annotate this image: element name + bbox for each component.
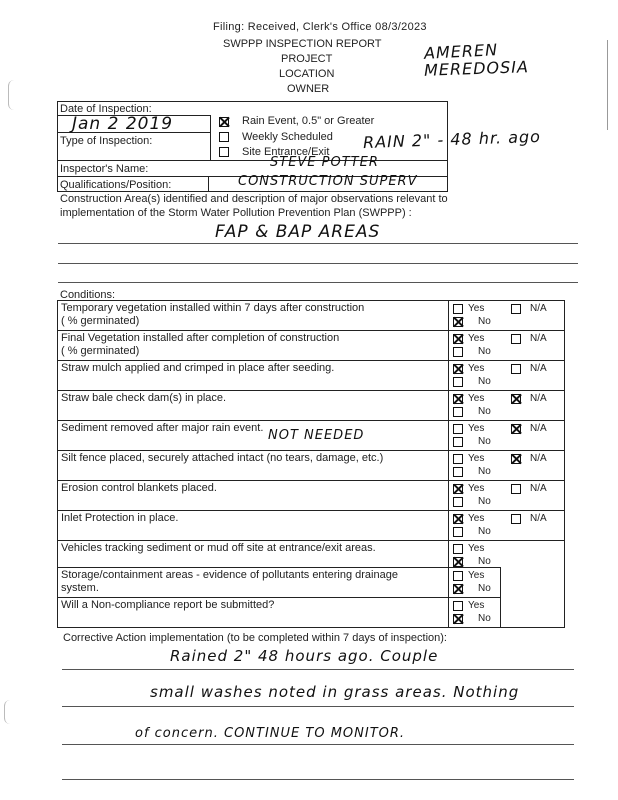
yes-checkbox[interactable] <box>453 454 463 464</box>
condition-note: NOT NEEDED <box>268 428 365 443</box>
scan-artifact <box>607 40 608 130</box>
condition-row-divider <box>57 480 565 481</box>
type-label: Type of Inspection: <box>60 135 153 147</box>
na-label: N/A <box>530 333 547 344</box>
corrective-action-label: Corrective Action implementation (to be completed within 7 days of inspection): <box>63 632 447 644</box>
yes-checkbox[interactable] <box>453 334 463 344</box>
no-checkbox[interactable] <box>453 467 463 477</box>
no-checkbox[interactable] <box>453 317 463 327</box>
no-label: No <box>478 406 491 417</box>
no-checkbox[interactable] <box>453 584 463 594</box>
na-checkbox[interactable] <box>511 454 521 464</box>
yes-checkbox[interactable] <box>453 424 463 434</box>
condition-row-divider <box>57 360 565 361</box>
yes-label: Yes <box>468 600 485 611</box>
no-label: No <box>478 613 491 624</box>
yes-checkbox[interactable] <box>453 304 463 314</box>
na-label: N/A <box>530 483 547 494</box>
owner-label: OWNER <box>287 83 330 95</box>
condition-row-divider <box>57 420 565 421</box>
no-label: No <box>478 526 491 537</box>
writing-line <box>58 282 578 283</box>
no-checkbox[interactable] <box>453 614 463 624</box>
yes-label: Yes <box>468 543 485 554</box>
na-checkbox[interactable] <box>511 424 521 434</box>
qualifications-label: Qualifications/Position: <box>60 179 172 191</box>
yes-checkbox[interactable] <box>453 364 463 374</box>
writing-line <box>58 263 578 264</box>
no-label: No <box>478 316 491 327</box>
condition-text: Straw bale check dam(s) in place. <box>61 392 227 404</box>
condition-text: Vehicles tracking sediment or mud off site at entrance/exit areas. <box>61 542 376 554</box>
condition-row-divider <box>57 510 565 511</box>
condition-text: Sediment removed after major rain event. <box>61 422 264 434</box>
divider <box>208 176 209 192</box>
no-label: No <box>478 583 491 594</box>
corrective-action-line1: Rained 2" 48 hours ago. Couple <box>170 647 439 665</box>
rain-event-checkbox[interactable] <box>219 117 229 127</box>
yes-label: Yes <box>468 423 485 434</box>
construction-area-label-2: implementation of the Storm Water Pollution Prevention Plan (SWPPP) : <box>60 207 412 219</box>
inspector-name-label: Inspector's Name: <box>60 163 149 175</box>
date-label: Date of Inspection: <box>60 103 152 115</box>
na-label: N/A <box>530 363 547 374</box>
condition-text: Erosion control blankets placed. <box>61 482 217 494</box>
condition-row-divider <box>57 330 565 331</box>
condition-row-divider <box>57 597 501 598</box>
condition-row-divider <box>57 390 565 391</box>
no-label: No <box>478 436 491 447</box>
condition-text: Silt fence placed, securely attached intact (no tears, damage, etc.) <box>61 452 384 464</box>
no-label: No <box>478 466 491 477</box>
na-label: N/A <box>530 393 547 404</box>
na-label: N/A <box>530 513 547 524</box>
condition-subtext: ( % germinated) <box>61 315 140 327</box>
yes-checkbox[interactable] <box>453 484 463 494</box>
yes-label: Yes <box>468 483 485 494</box>
no-label: No <box>478 346 491 357</box>
yes-checkbox[interactable] <box>453 571 463 581</box>
na-checkbox[interactable] <box>511 514 521 524</box>
project-value-line2: MEREDOSIA <box>423 57 530 80</box>
no-checkbox[interactable] <box>453 377 463 387</box>
divider <box>57 160 448 161</box>
corrective-action-line3: of concern. CONTINUE TO MONITOR. <box>135 726 406 741</box>
na-label: N/A <box>530 423 547 434</box>
writing-line <box>58 243 578 244</box>
no-checkbox[interactable] <box>453 347 463 357</box>
yes-label: Yes <box>468 393 485 404</box>
project-label: PROJECT <box>281 53 333 65</box>
yes-label: Yes <box>468 453 485 464</box>
report-title: SWPPP INSPECTION REPORT <box>223 38 382 50</box>
na-label: N/A <box>530 303 547 314</box>
filing-stamp: Filing: Received, Clerk's Office 08/3/2023 <box>213 21 427 33</box>
inspector-name-value: STEVE POTTER <box>270 155 379 170</box>
condition-row-divider <box>57 450 565 451</box>
construction-area-label-1: Construction Area(s) identified and description of major observations relevant to <box>60 193 448 205</box>
condition-subtext: ( % germinated) <box>61 345 140 357</box>
condition-text: Storage/containment areas - evidence of pollutants entering drainage <box>61 569 398 581</box>
condition-row-divider <box>57 540 565 541</box>
condition-row-divider <box>57 567 501 568</box>
corrective-action-line2: small washes noted in grass areas. Nothing <box>150 683 520 701</box>
writing-line <box>62 744 574 745</box>
yes-checkbox[interactable] <box>453 394 463 404</box>
na-checkbox[interactable] <box>511 394 521 404</box>
yes-label: Yes <box>468 363 485 374</box>
qualifications-value: CONSTRUCTION SUPERV <box>238 174 418 189</box>
writing-line <box>62 669 574 670</box>
site-entrance-checkbox[interactable] <box>219 147 229 157</box>
na-checkbox[interactable] <box>511 334 521 344</box>
no-checkbox[interactable] <box>453 407 463 417</box>
yes-checkbox[interactable] <box>453 601 463 611</box>
yes-label: Yes <box>468 303 485 314</box>
divider <box>210 115 211 160</box>
scan-artifact <box>4 700 19 724</box>
yes-checkbox[interactable] <box>453 544 463 554</box>
condition-text: Final Vegetation installed after completion of construction <box>61 332 340 344</box>
yes-label: Yes <box>468 333 485 344</box>
no-label: No <box>478 376 491 387</box>
date-value: Jan 2 2019 <box>72 114 174 134</box>
condition-text: Will a Non-compliance report be submitted? <box>61 599 275 611</box>
no-label: No <box>478 496 491 507</box>
no-label: No <box>478 556 491 567</box>
no-checkbox[interactable] <box>453 557 463 567</box>
conditions-column-divider <box>448 300 449 628</box>
na-checkbox[interactable] <box>511 364 521 374</box>
no-checkbox[interactable] <box>453 497 463 507</box>
condition-subtext: system. <box>61 582 99 594</box>
na-checkbox[interactable] <box>511 304 521 314</box>
yes-label: Yes <box>468 570 485 581</box>
na-label: N/A <box>530 453 547 464</box>
inspection-type-note: RAIN 2" - 48 hr. ago <box>362 126 542 153</box>
na-checkbox[interactable] <box>511 484 521 494</box>
site-entrance-label: Site Entrance/Exit <box>242 146 330 158</box>
weekly-scheduled-label: Weekly Scheduled <box>242 131 333 143</box>
condition-text: Straw mulch applied and crimped in place after seeding. <box>61 362 335 374</box>
no-checkbox[interactable] <box>453 437 463 447</box>
yes-label: Yes <box>468 513 485 524</box>
conditions-heading: Conditions: <box>60 289 116 301</box>
yes-checkbox[interactable] <box>453 514 463 524</box>
scan-artifact <box>8 80 21 110</box>
writing-line <box>62 706 574 707</box>
location-label: LOCATION <box>279 68 335 80</box>
rain-event-label: Rain Event, 0.5" or Greater <box>242 115 375 127</box>
condition-text: Temporary vegetation installed within 7 days after construction <box>61 302 365 314</box>
construction-area-value: FAP & BAP AREAS <box>215 222 381 242</box>
weekly-scheduled-checkbox[interactable] <box>219 132 229 142</box>
writing-line <box>62 779 574 780</box>
project-value-line1: AMEREN <box>423 40 499 63</box>
no-checkbox[interactable] <box>453 527 463 537</box>
condition-text: Inlet Protection in place. <box>61 512 179 524</box>
